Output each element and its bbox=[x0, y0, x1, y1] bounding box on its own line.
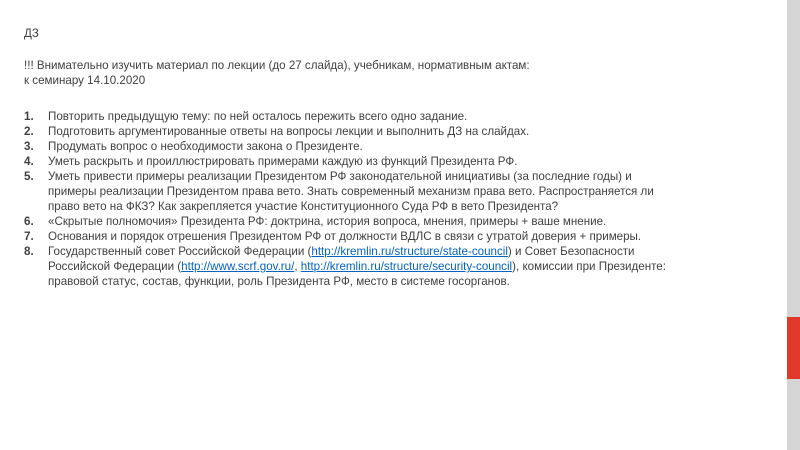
task-number: 5. bbox=[24, 170, 34, 183]
text-segment: ), комиссии при Президенте: bbox=[512, 260, 666, 273]
task-text-line-3: право вето на ФКЗ? Как закрепляется участие Конституционного Суда РФ в вето Президента? bbox=[48, 200, 559, 213]
task-item-7 bbox=[24, 229, 774, 244]
task-text-line-2: примеры реализации Президентом права вето. Знать современный механизм права вето. Распространяется ли bbox=[48, 185, 654, 198]
task-number: 2. bbox=[24, 125, 34, 138]
task-number: 3. bbox=[24, 140, 34, 153]
task-number: 6. bbox=[24, 215, 34, 228]
task-text-line-1: Уметь привести примеры реализации Президентом РФ законодательной инициативы (за последние годы) и bbox=[48, 170, 632, 183]
security-council-link[interactable]: http://kremlin.ru/structure/security-council bbox=[300, 260, 513, 273]
task-item-5 bbox=[24, 169, 774, 214]
task-text: Повторить предыдущую тему: по ней осталось пережить всего одно задание. bbox=[48, 110, 468, 123]
task-number: 4. bbox=[24, 155, 34, 168]
task-text-line-1 bbox=[48, 244, 774, 259]
intro-line-1: !!! Внимательно изучить материал по лекции (до 27 слайда), учебникам, нормативным актам: bbox=[24, 59, 530, 72]
intro-line-2: к семинару 14.10.2020 bbox=[24, 74, 146, 87]
text-segment: , bbox=[294, 260, 301, 273]
task-number: 1. bbox=[24, 110, 34, 123]
task-number: 8. bbox=[24, 245, 34, 258]
task-text: Подготовить аргументированные ответы на вопросы лекции и выполнить ДЗ на слайдах. bbox=[48, 125, 530, 138]
task-item-8 bbox=[24, 244, 774, 289]
task-item-1 bbox=[24, 109, 774, 124]
task-text: Основания и порядок отрешения Президентом РФ от должности ВДЛС в связи с утратой доверия + примеры. bbox=[48, 230, 642, 243]
task-text-line-2 bbox=[48, 259, 774, 274]
task-text: «Скрытые полномочия» Президента РФ: доктрина, история вопроса, мнения, примеры + ваше мнение. bbox=[48, 215, 607, 228]
scrf-link[interactable]: http://www.scrf.gov.ru/ bbox=[181, 260, 295, 273]
task-text-line-3: правовой статус, состав, функции, роль Президента РФ, место в системе госорганов. bbox=[48, 275, 510, 288]
slide-title: ДЗ bbox=[24, 27, 39, 40]
task-number: 7. bbox=[24, 230, 34, 243]
task-text: Уметь раскрыть и проиллюстрировать примерами каждую из функций Президента РФ. bbox=[48, 155, 518, 168]
text-segment: Российской Федерации ( bbox=[48, 260, 182, 273]
task-item-2 bbox=[24, 124, 774, 139]
state-council-link[interactable]: http://kremlin.ru/structure/state-council bbox=[311, 245, 508, 258]
text-segment: ) и Совет Безопасности bbox=[507, 245, 635, 258]
task-item-4 bbox=[24, 154, 774, 169]
task-text: Продумать вопрос о необходимости закона о Президенте. bbox=[48, 140, 363, 153]
task-item-6 bbox=[24, 214, 774, 229]
text-segment: Государственный совет Российской Федерации ( bbox=[48, 245, 312, 258]
task-item-3 bbox=[24, 139, 774, 154]
task-list bbox=[24, 109, 774, 289]
accent-bar bbox=[787, 317, 800, 379]
